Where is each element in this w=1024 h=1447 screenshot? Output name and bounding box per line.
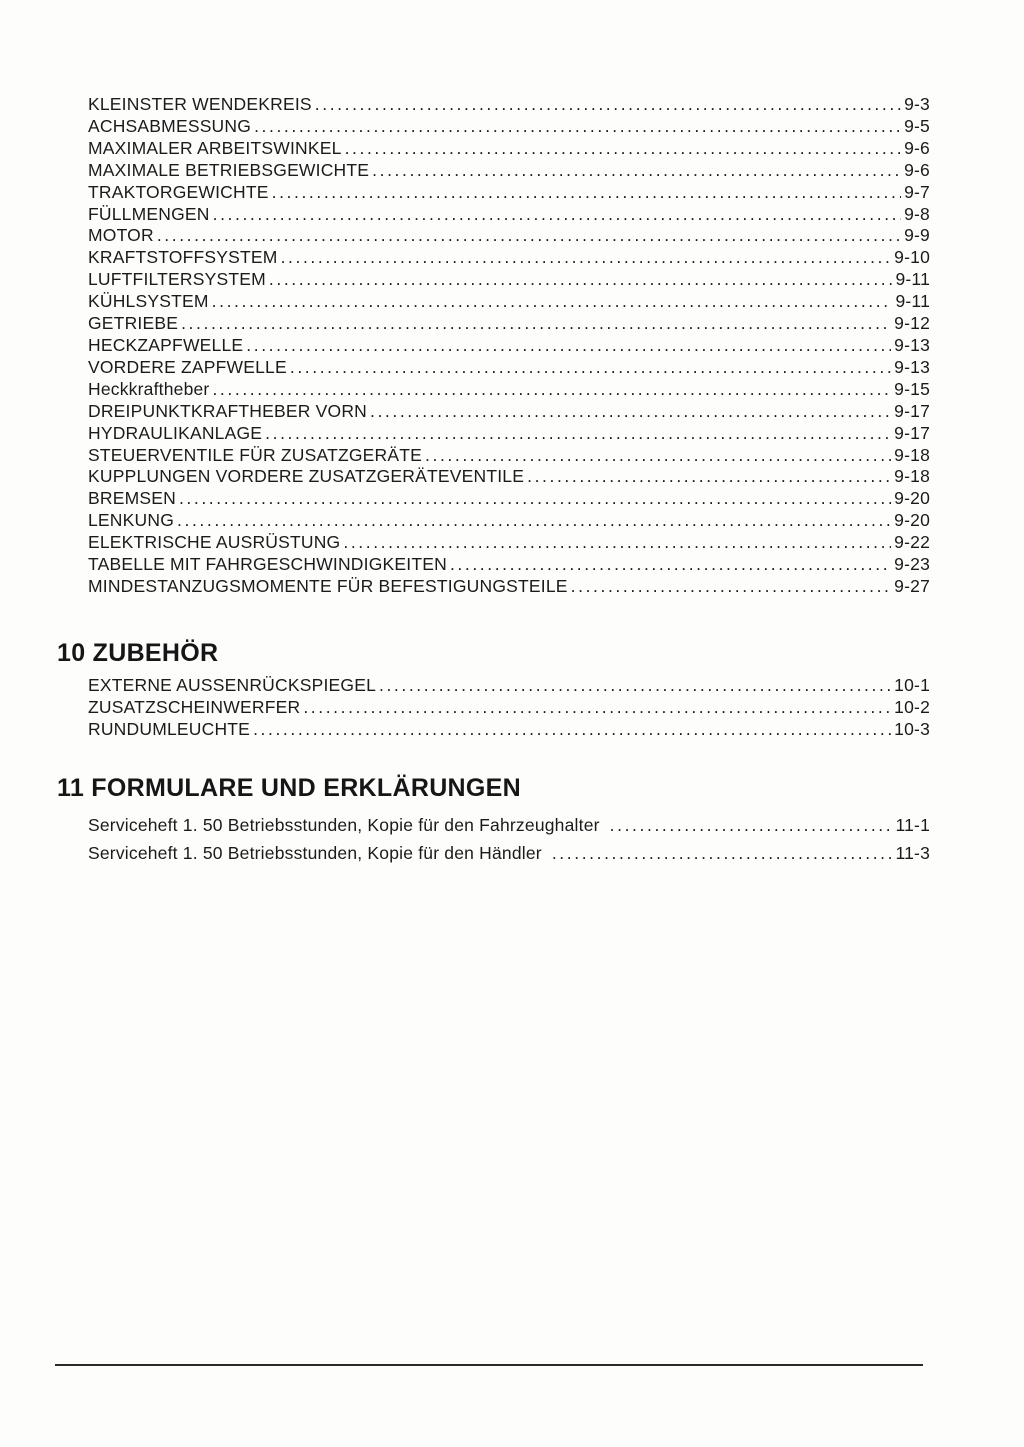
toc-entry-row — [88, 379, 930, 401]
toc-entry-label: DREIPUNKTKRAFTHEBER VORN — [88, 400, 367, 421]
toc-entry-row — [88, 204, 930, 226]
toc-entry-page: 9-13 — [894, 334, 930, 355]
dot-leader — [425, 445, 891, 467]
toc-entry-label: HECKZAPFWELLE — [88, 334, 244, 355]
toc-entry-page: 9-9 — [904, 225, 930, 246]
toc-entry-page: 9-6 — [904, 137, 930, 158]
toc-entry-row — [88, 182, 930, 204]
toc-entry-row — [88, 675, 930, 697]
dot-leader — [212, 291, 893, 313]
toc-entry-label: MOTOR — [88, 225, 154, 246]
toc-entry-row — [88, 510, 930, 532]
toc-entry-label: TRAKTORGEWICHTE — [88, 181, 269, 202]
toc-entry-page: 9-11 — [895, 269, 930, 290]
toc-entry-page: 9-13 — [894, 356, 930, 377]
toc-entry-page: 9-18 — [894, 444, 930, 465]
toc-entry-page: 9-23 — [894, 554, 930, 575]
dot-leader — [253, 719, 891, 741]
toc-entry-label: RUNDUMLEUCHTE — [88, 718, 251, 739]
dot-leader — [450, 554, 891, 576]
toc-entry-label: VORDERE ZAPFWELLE — [88, 356, 287, 377]
toc-entry-page: 9-6 — [904, 159, 930, 180]
dot-leader — [571, 576, 892, 598]
toc-entry-row — [88, 445, 930, 467]
toc-entry-label: EXTERNE AUSSENRÜCKSPIEGEL — [88, 674, 376, 695]
toc-entry-label: ELEKTRISCHE AUSRÜSTUNG — [88, 532, 341, 553]
toc-entry-page: 11-3 — [895, 843, 930, 864]
toc-entry-row — [88, 719, 930, 741]
toc-entry-label: MAXIMALE BETRIEBSGEWICHTE — [88, 159, 370, 180]
toc-entry-label: ACHSABMESSUNG — [88, 115, 252, 136]
toc-entry-page: 11-1 — [895, 814, 930, 835]
toc-entry-row — [88, 697, 930, 719]
toc-entry-row — [88, 335, 930, 357]
toc-entry-page: 9-20 — [894, 510, 930, 531]
toc-entry-page: 9-7 — [904, 181, 930, 202]
toc-entry-label: Heckkraftheber — [88, 378, 210, 399]
toc-entry-row — [88, 160, 930, 182]
footer-rule — [55, 1364, 923, 1366]
toc-entry-row — [88, 576, 930, 598]
toc-entry-row — [88, 532, 930, 554]
toc-entry-label: GETRIEBE — [88, 313, 179, 334]
dot-leader — [246, 335, 891, 357]
dot-leader — [303, 697, 891, 719]
dot-leader — [372, 160, 901, 182]
dot-leader — [254, 116, 901, 138]
toc-entry-row — [88, 291, 930, 313]
toc-entry-row — [88, 811, 930, 840]
toc-entry-page: 9-17 — [894, 400, 930, 421]
dot-leader — [213, 204, 901, 226]
dot-leader — [379, 675, 891, 697]
toc-entry-page: 9-27 — [894, 575, 930, 596]
toc-entry-row — [88, 423, 930, 445]
toc-entry-row — [88, 466, 930, 488]
toc-entry-page: 9-11 — [895, 291, 930, 312]
toc-entry-label: Serviceheft 1. 50 Betriebsstunden, Kopie für den Händler — [88, 843, 542, 864]
toc-entry-label: STEUERVENTILE FÜR ZUSATZGERÄTE — [88, 444, 423, 465]
toc-entry-label: KLEINSTER WENDEKREIS — [88, 94, 312, 114]
dot-leader — [157, 225, 901, 247]
toc-entry-page: 9-5 — [904, 115, 930, 136]
toc-entry-page: 9-8 — [904, 203, 930, 224]
dot-leader — [269, 269, 893, 291]
toc-entry-label: MAXIMALER ARBEITSWINKEL — [88, 137, 342, 158]
toc-entry-page: 10-3 — [894, 718, 930, 739]
toc-entry-row — [88, 225, 930, 247]
section-heading-11: 11 FORMULARE UND ERKLÄRUNGEN — [57, 773, 521, 802]
toc-entry-label: LENKUNG — [88, 510, 175, 531]
toc-entry-row — [88, 839, 930, 868]
dot-leader — [345, 138, 902, 160]
toc-entry-label: Serviceheft 1. 50 Betriebsstunden, Kopie für den Fahrzeughalter — [88, 814, 600, 835]
dot-leader — [315, 94, 901, 116]
toc-entry-row — [88, 401, 930, 423]
toc-entry-label: KÜHLSYSTEM — [88, 291, 209, 312]
toc-entry-page: 10-2 — [894, 696, 930, 717]
toc-entry-row — [88, 138, 930, 160]
toc-entry-label: TABELLE MIT FAHRGESCHWINDIGKEITEN — [88, 554, 447, 575]
dot-leader — [265, 423, 891, 445]
toc-entry-row — [88, 269, 930, 291]
dot-leader — [527, 466, 891, 488]
toc-entry-row — [88, 313, 930, 335]
toc-entry-row — [88, 116, 930, 138]
dot-leader — [610, 811, 893, 840]
toc-entry-label: LUFTFILTERSYSTEM — [88, 269, 266, 290]
toc-entry-label: HYDRAULIKANLAGE — [88, 422, 263, 443]
toc-entry-row — [88, 488, 930, 510]
toc-page — [57, 94, 930, 868]
toc-entry-page: 9-3 — [904, 94, 930, 114]
toc-entry-page: 9-10 — [894, 247, 930, 268]
toc-entry-page: 9-15 — [894, 378, 930, 399]
toc-entry-row — [88, 554, 930, 576]
toc-entry-page: 9-22 — [894, 532, 930, 553]
dot-leader — [343, 532, 891, 554]
section-heading-10: 10 ZUBEHÖR — [57, 638, 219, 667]
toc-entry-page: 10-1 — [894, 674, 930, 695]
toc-entry-page: 9-20 — [894, 488, 930, 509]
dot-leader — [272, 182, 901, 204]
dot-leader — [179, 488, 891, 510]
dot-leader — [552, 839, 893, 868]
dot-leader — [212, 379, 891, 401]
section-9-entries — [57, 94, 930, 598]
toc-entry-label: KRAFTSTOFFSYSTEM — [88, 247, 278, 268]
toc-entry-label: FÜLLMENGEN — [88, 203, 210, 224]
toc-entry-page: 9-17 — [894, 422, 930, 443]
section-11-entries — [57, 811, 930, 868]
toc-entry-label: MINDESTANZUGSMOMENTE FÜR BEFESTIGUNGSTEILE — [88, 575, 568, 596]
dot-leader — [370, 401, 891, 423]
toc-entry-label: BREMSEN — [88, 488, 176, 509]
toc-entry-page: 9-12 — [894, 313, 930, 334]
dot-leader — [290, 357, 891, 379]
section-10-entries — [57, 675, 930, 741]
dot-leader — [181, 313, 891, 335]
dot-leader — [281, 247, 892, 269]
dot-leader — [177, 510, 891, 532]
toc-entry-row — [88, 94, 930, 116]
toc-entry-label: KUPPLUNGEN VORDERE ZUSATZGERÄTEVENTILE — [88, 466, 525, 487]
toc-entry-row — [88, 247, 930, 269]
toc-entry-label: ZUSATZSCHEINWERFER — [88, 696, 301, 717]
toc-entry-page: 9-18 — [894, 466, 930, 487]
toc-entry-row — [88, 357, 930, 379]
